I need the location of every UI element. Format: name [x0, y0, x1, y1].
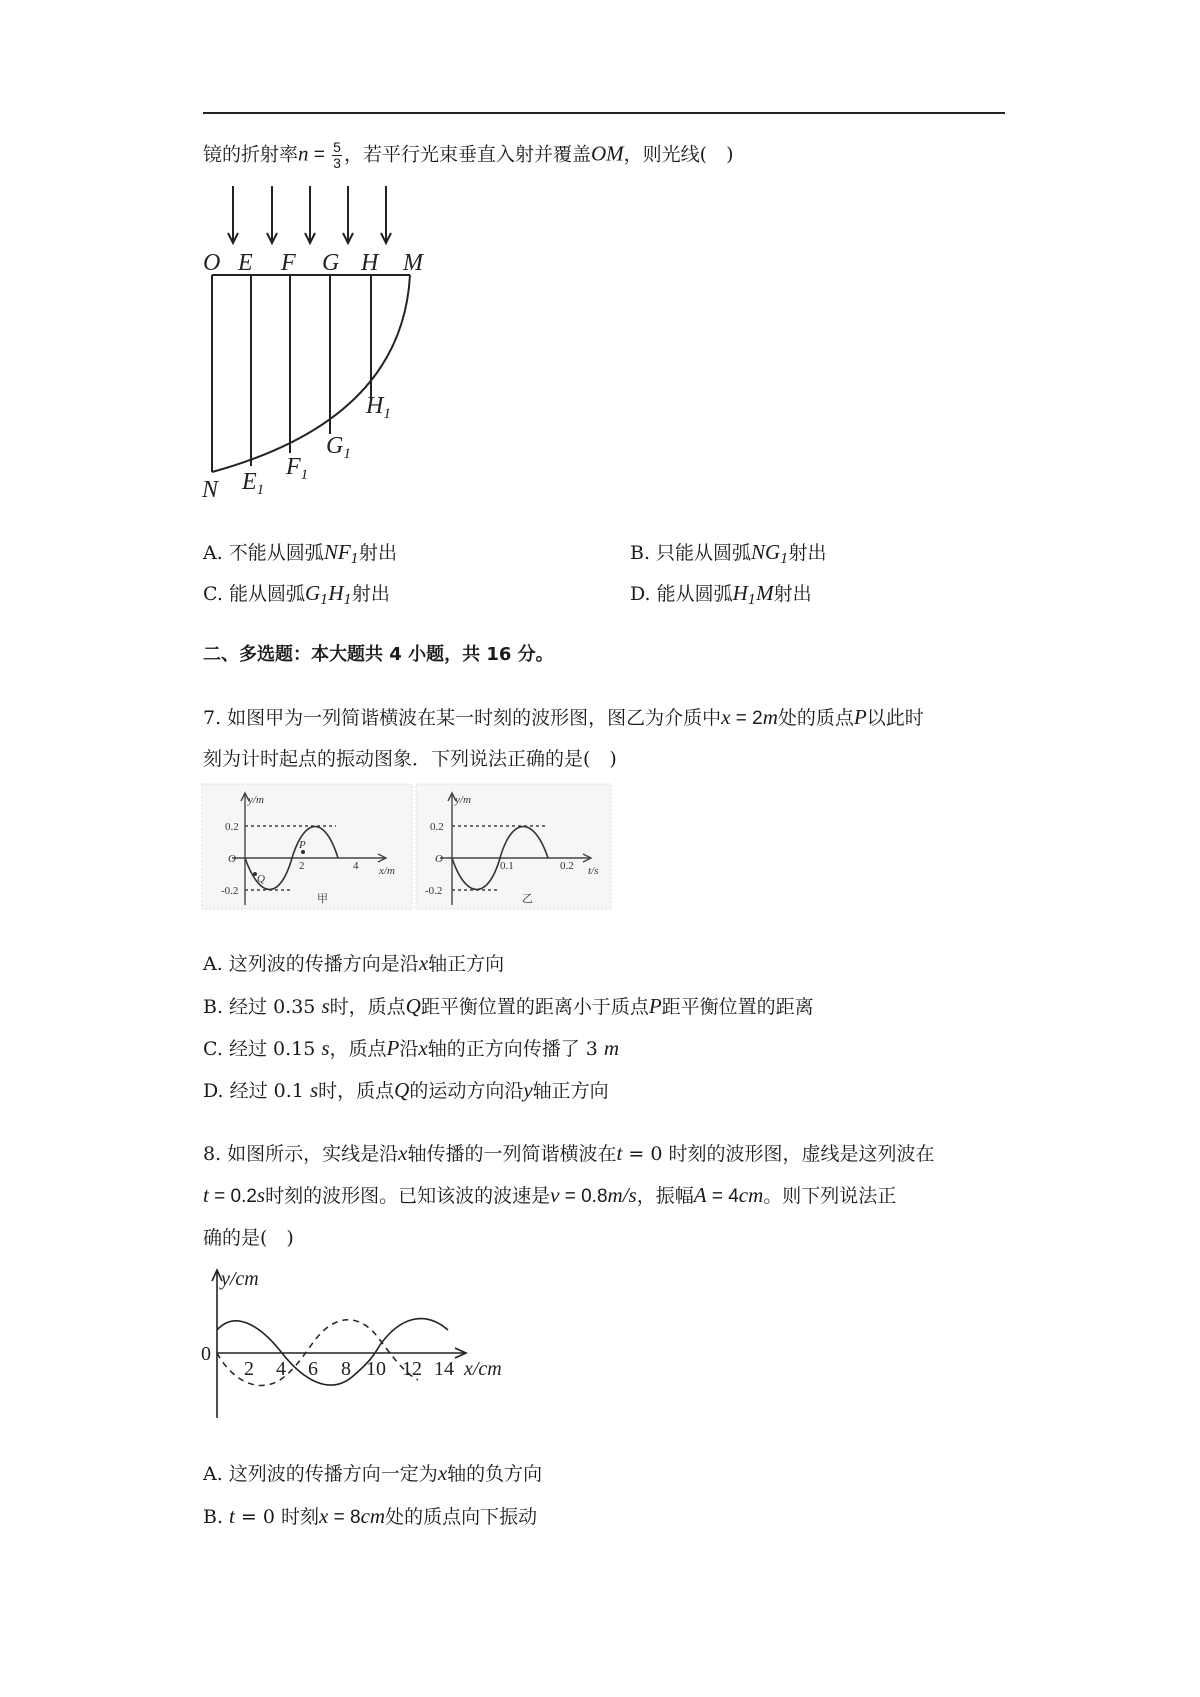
- label-g1: $G_1$: [326, 433, 351, 462]
- q6-fraction: [332, 140, 342, 171]
- q8-stem-line3: 确的是( ): [203, 1227, 294, 1249]
- label-h: H: [361, 250, 379, 276]
- label-g: G: [322, 250, 340, 276]
- x-tick-2: 2: [299, 860, 305, 872]
- xlabel: t/s: [588, 865, 599, 877]
- x-tick-8: 8: [341, 1358, 351, 1380]
- x-tick-01: 0.1: [500, 860, 514, 872]
- label-f: F: [281, 250, 296, 276]
- q7-graph-a: [200, 782, 415, 912]
- x-tick-12: 12: [402, 1358, 422, 1380]
- q6-n-var: n: [298, 141, 309, 166]
- y-tick-top: 0.2: [430, 821, 444, 833]
- ylabel: y/cm: [221, 1268, 259, 1290]
- q6-option-d[interactable]: D. 能从圆弧$H_1M$射出: [630, 581, 812, 608]
- origin: 0: [201, 1343, 211, 1365]
- label-h1: $H_1$: [366, 393, 391, 422]
- q6-option-a[interactable]: A. 不能从圆弧$NF_1$射出: [203, 540, 397, 567]
- p-label: P: [299, 839, 306, 851]
- caption-yi: 乙: [522, 893, 533, 905]
- label-e: E: [238, 250, 253, 276]
- label-n: N: [202, 477, 219, 503]
- q6-option-c[interactable]: C. 能从圆弧$G_1H_1$射出: [203, 581, 390, 608]
- caption-jia: 甲: [317, 893, 328, 905]
- q8-option-a[interactable]: A. 这列波的传播方向一定为x轴的负方向: [203, 1461, 543, 1485]
- q7-stem-line1: 7. 如图甲为一列简谐横波在某一时刻的波形图，图乙为介质中x = 2m处的质点P以此时: [203, 705, 924, 729]
- label-e1: $E_1$: [242, 469, 265, 498]
- label-f1: $F_1$: [286, 454, 309, 483]
- q7-graph-b: [415, 782, 615, 912]
- ylabel: y/m: [455, 794, 471, 806]
- label-o: O: [203, 250, 221, 276]
- incident-arrows: [228, 186, 391, 243]
- q7-option-c[interactable]: C. 经过 0.15 s，质点P沿x轴的正方向传播了 3 m: [203, 1036, 620, 1060]
- x-tick-4: 4: [353, 860, 359, 872]
- origin: O: [435, 853, 443, 865]
- q8-stem-line1: 8. 如图所示，实线是沿x轴传播的一列简谐横波在t = 0 时刻的波形图，虚线是这列波在: [203, 1141, 935, 1165]
- prism-outline: [212, 275, 410, 472]
- ylabel: y/m: [248, 794, 264, 806]
- q6-stem-text: 镜的折射率: [203, 143, 299, 166]
- label-m: M: [403, 250, 423, 276]
- q7-stem-line2: 刻为计时起点的振动图象．下列说法正确的是( ): [203, 748, 617, 770]
- x-tick-2: 2: [244, 1358, 254, 1380]
- x-tick-14: 14: [434, 1358, 454, 1380]
- q-label: Q: [257, 873, 265, 885]
- q7-option-d[interactable]: D. 经过 0.1 s时，质点Q的运动方向沿y轴正方向: [203, 1078, 609, 1102]
- x-tick-10: 10: [366, 1358, 386, 1380]
- section-2-header: 二、多选题：本大题共 4 小题，共 16 分。: [203, 644, 554, 665]
- y-tick-top: 0.2: [225, 821, 239, 833]
- q7-option-a[interactable]: A. 这列波的传播方向是沿x轴正方向: [203, 951, 505, 975]
- q6-figure: [190, 180, 450, 510]
- q8-stem-line2: t = 0.2s时刻的波形图。已知该波的波速是v = 0.8m/s，振幅A = 4cm。则下列说法正: [203, 1183, 897, 1207]
- q8-graph: [198, 1262, 518, 1422]
- origin: O: [228, 853, 236, 865]
- x-tick-02: 0.2: [560, 860, 574, 872]
- xlabel: x/m: [379, 865, 395, 877]
- q6-stem-text-c: ，则光线( ): [623, 143, 734, 166]
- y-tick-bottom: -0.2: [221, 885, 239, 897]
- q6-om: OM: [590, 141, 624, 166]
- q6-option-b[interactable]: B. 只能从圆弧$NG_1$射出: [630, 540, 827, 567]
- xlabel: x/cm: [464, 1358, 502, 1380]
- x-tick-6: 6: [308, 1358, 318, 1380]
- q7-option-b[interactable]: B. 经过 0.35 s时，质点Q距平衡位置的距离小于质点P距平衡位置的距离: [203, 994, 814, 1018]
- q8-option-b[interactable]: B. t = 0 时刻x = 8cm处的质点向下振动: [203, 1504, 538, 1528]
- q6-eq: =: [308, 144, 331, 166]
- q6-frac-num: 5: [333, 139, 341, 155]
- q6-stem-text-b: ，若平行光束垂直入射并覆盖: [343, 143, 591, 166]
- x-tick-4: 4: [276, 1358, 286, 1380]
- q6-frac-den: 3: [333, 155, 341, 171]
- header-rule: [203, 112, 1005, 114]
- q6-stem: [203, 140, 733, 171]
- y-tick-bottom: -0.2: [425, 885, 443, 897]
